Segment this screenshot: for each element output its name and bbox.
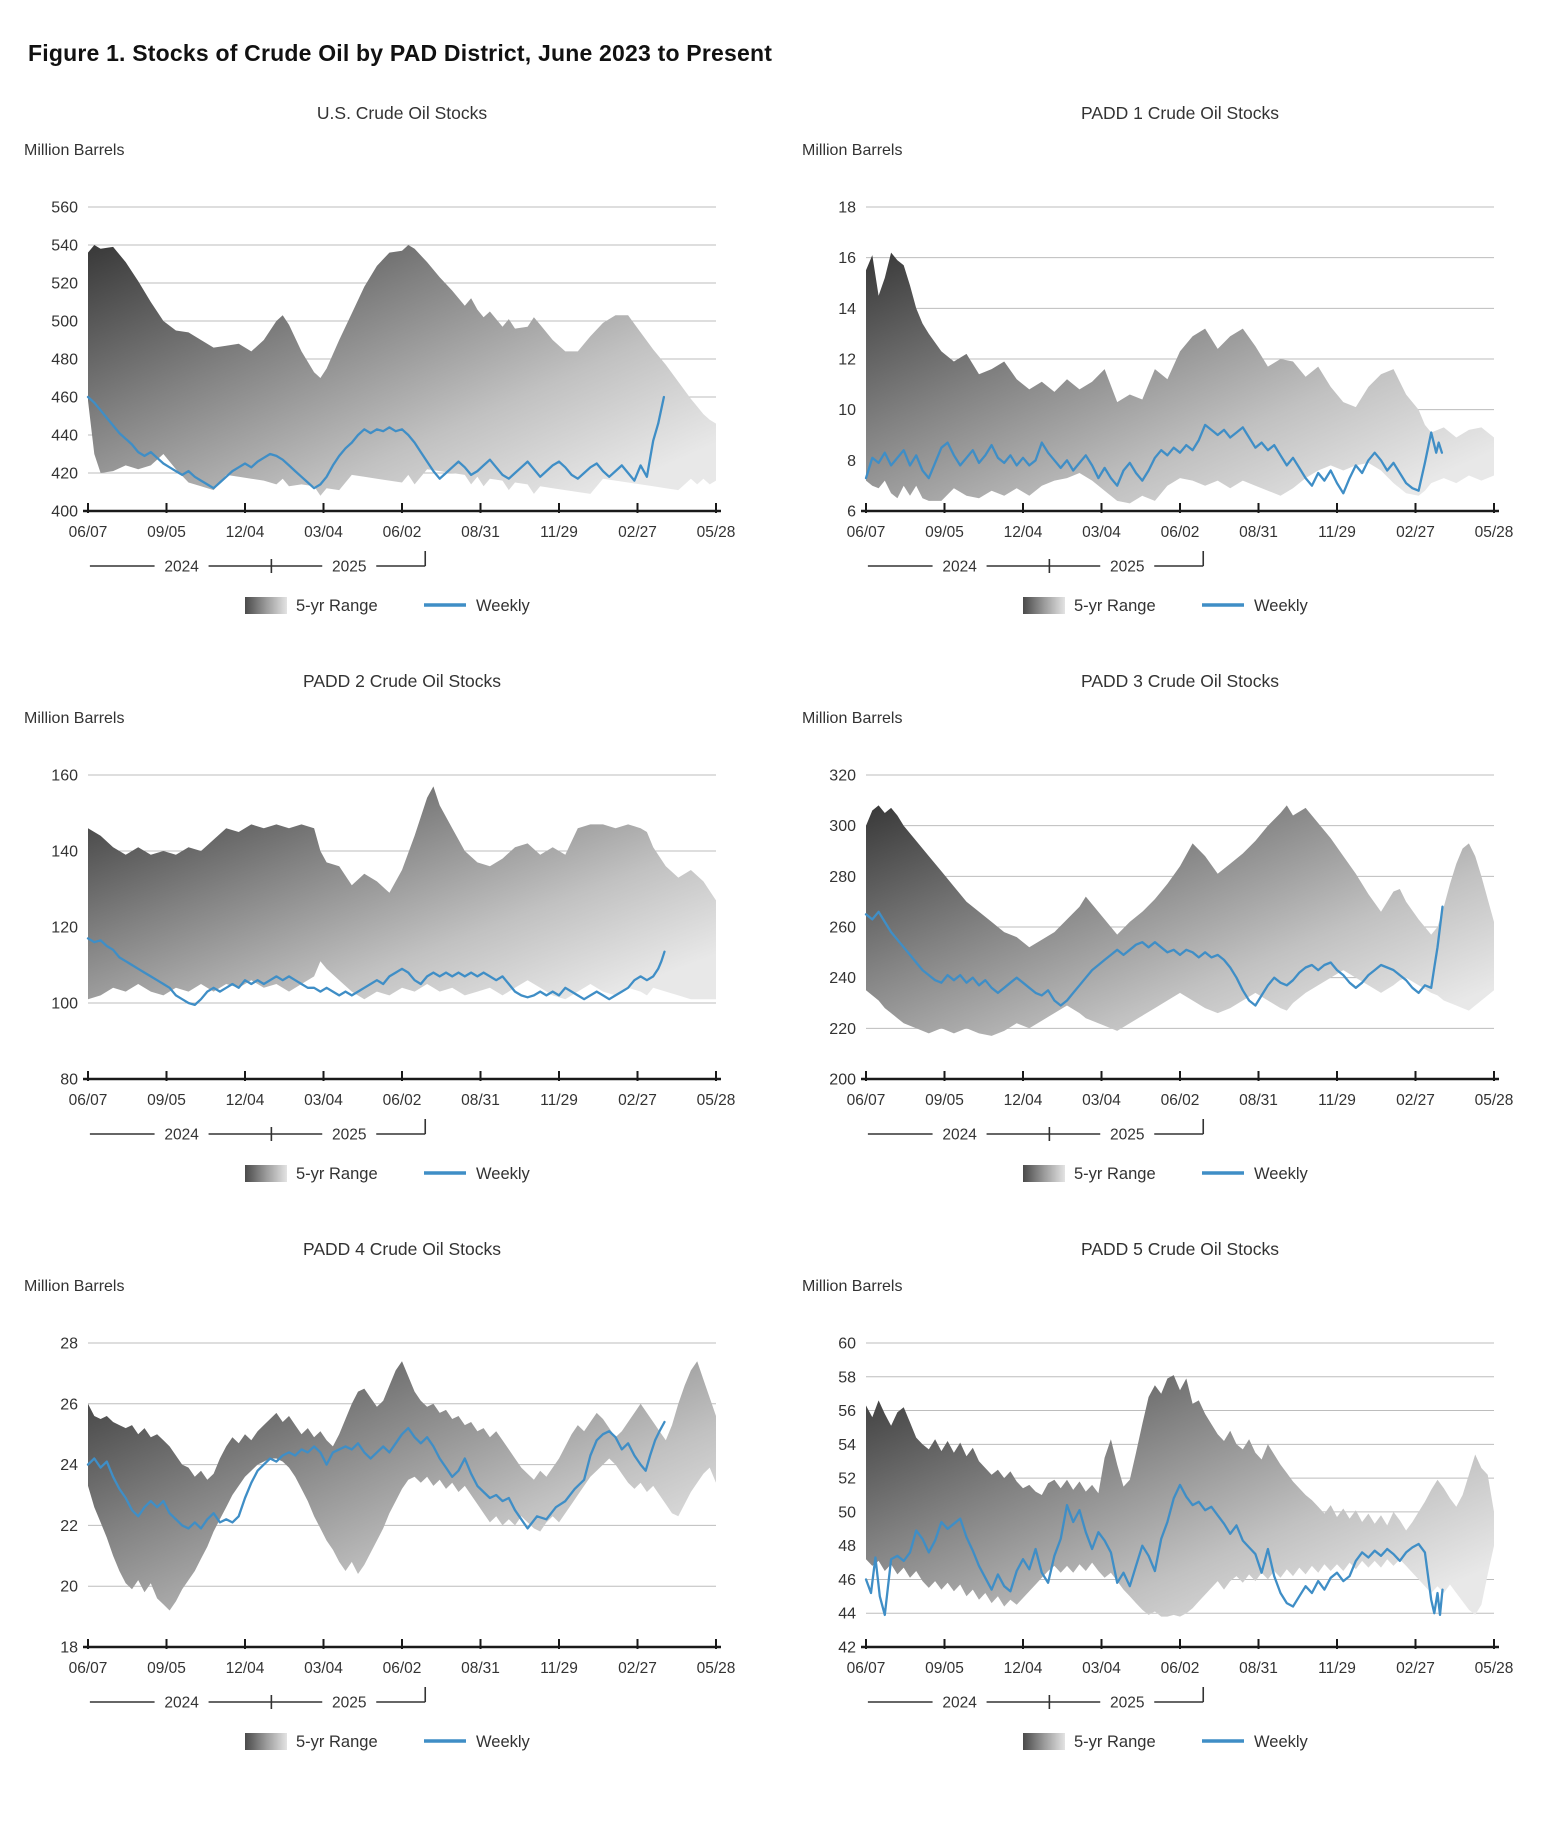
figure-title: Figure 1. Stocks of Crude Oil by PAD District, June 2023 to Present <box>28 40 773 66</box>
chart-us <box>0 89 778 657</box>
padd1-chart-svg <box>788 89 1548 649</box>
five-year-range-band <box>88 1361 716 1610</box>
y-tick-label: 60 <box>838 1335 856 1353</box>
x-tick-label: 11/29 <box>1318 524 1356 541</box>
legend-range-label: 5-yr Range <box>1074 1165 1156 1183</box>
x-tick-label: 09/05 <box>147 1092 186 1109</box>
x-tick-label: 03/04 <box>1082 524 1121 541</box>
y-axis-unit-label: Million Barrels <box>24 142 125 159</box>
padd2-chart-svg <box>10 657 770 1217</box>
x-tick-label: 05/28 <box>696 1092 736 1109</box>
chart-padd3 <box>778 657 1556 1225</box>
year-label: 2024 <box>942 1694 977 1712</box>
y-tick-label: 56 <box>838 1403 856 1421</box>
y-tick-label: 14 <box>838 300 856 318</box>
y-tick-label: 560 <box>51 199 78 217</box>
y-tick-label: 52 <box>838 1470 856 1488</box>
x-tick-label: 11/29 <box>1318 1092 1356 1109</box>
legend-range-swatch <box>245 1733 287 1750</box>
y-tick-label: 200 <box>829 1071 856 1089</box>
y-tick-label: 12 <box>838 351 856 369</box>
legend-weekly-label: Weekly <box>1254 597 1308 615</box>
x-tick-label: 03/04 <box>1082 1092 1121 1109</box>
y-tick-label: 260 <box>829 919 856 937</box>
five-year-range-band <box>866 805 1494 1036</box>
chart-padd2 <box>0 657 778 1225</box>
y-axis-unit-label: Million Barrels <box>24 1278 125 1295</box>
x-tick-label: 02/27 <box>1396 524 1435 541</box>
y-tick-label: 22 <box>60 1517 78 1535</box>
x-tick-label: 06/02 <box>382 1092 422 1109</box>
x-tick-label: 12/04 <box>1003 524 1043 541</box>
padd3-chart-svg <box>788 657 1548 1217</box>
year-label: 2025 <box>1110 558 1145 576</box>
five-year-range-band <box>866 1375 1494 1617</box>
y-tick-label: 54 <box>838 1436 856 1454</box>
x-tick-label: 09/05 <box>147 524 186 541</box>
x-tick-label: 06/07 <box>68 1660 108 1677</box>
x-tick-label: 06/02 <box>382 524 422 541</box>
y-axis-unit-label: Million Barrels <box>802 1278 903 1295</box>
x-tick-label: 12/04 <box>1003 1660 1043 1677</box>
y-tick-label: 6 <box>847 503 856 521</box>
y-axis-unit-label: Million Barrels <box>802 710 903 727</box>
x-tick-label: 12/04 <box>225 1660 265 1677</box>
y-tick-label: 44 <box>838 1605 856 1623</box>
y-tick-label: 100 <box>51 995 78 1013</box>
legend-range-swatch <box>1023 1733 1065 1750</box>
y-tick-label: 140 <box>51 843 78 861</box>
y-tick-label: 460 <box>51 389 78 407</box>
x-tick-label: 08/31 <box>1239 1660 1278 1677</box>
x-tick-label: 08/31 <box>461 1660 500 1677</box>
legend-range-swatch <box>1023 597 1065 614</box>
year-label: 2024 <box>942 558 977 576</box>
x-tick-label: 08/31 <box>1239 524 1278 541</box>
chart-padd5 <box>778 1225 1556 1793</box>
x-tick-label: 06/02 <box>1160 1092 1200 1109</box>
x-tick-label: 09/05 <box>925 1092 964 1109</box>
y-tick-label: 420 <box>51 465 78 483</box>
x-tick-label: 02/27 <box>1396 1660 1435 1677</box>
chart-title: PADD 2 Crude Oil Stocks <box>302 671 502 691</box>
x-tick-label: 11/29 <box>540 1660 578 1677</box>
chart-title: U.S. Crude Oil Stocks <box>316 103 488 123</box>
x-tick-label: 11/29 <box>540 1092 578 1109</box>
legend-weekly-label: Weekly <box>1254 1165 1308 1183</box>
legend-range-swatch <box>245 597 287 614</box>
x-tick-label: 03/04 <box>1082 1660 1121 1677</box>
y-axis-unit-label: Million Barrels <box>802 142 903 159</box>
y-tick-label: 320 <box>829 767 856 785</box>
x-tick-label: 08/31 <box>461 524 500 541</box>
x-tick-label: 06/02 <box>382 1660 422 1677</box>
y-axis-unit-label: Million Barrels <box>24 710 125 727</box>
y-tick-label: 400 <box>51 503 78 521</box>
y-tick-label: 500 <box>51 313 78 331</box>
legend-range-label: 5-yr Range <box>1074 597 1156 615</box>
year-label: 2025 <box>1110 1126 1145 1144</box>
y-tick-label: 520 <box>51 275 78 293</box>
x-tick-label: 03/04 <box>304 524 343 541</box>
x-tick-label: 05/28 <box>696 524 736 541</box>
y-tick-label: 280 <box>829 868 856 886</box>
x-tick-label: 12/04 <box>225 1092 265 1109</box>
x-tick-label: 09/05 <box>147 1660 186 1677</box>
chart-title: PADD 1 Crude Oil Stocks <box>1080 103 1280 123</box>
x-tick-label: 03/04 <box>304 1660 343 1677</box>
legend-weekly-label: Weekly <box>476 597 530 615</box>
y-tick-label: 18 <box>60 1639 78 1657</box>
legend-range-swatch <box>245 1165 287 1182</box>
year-label: 2025 <box>332 558 367 576</box>
y-tick-label: 80 <box>60 1071 78 1089</box>
padd5-chart-svg <box>788 1225 1548 1785</box>
x-tick-label: 06/02 <box>1160 524 1200 541</box>
legend-range-label: 5-yr Range <box>296 1165 378 1183</box>
legend-weekly-label: Weekly <box>476 1733 530 1751</box>
x-tick-label: 12/04 <box>1003 1092 1043 1109</box>
charts-grid <box>0 89 1556 1793</box>
legend-range-label: 5-yr Range <box>296 597 378 615</box>
x-tick-label: 05/28 <box>1474 1660 1514 1677</box>
chart-padd4 <box>0 1225 778 1793</box>
year-label: 2025 <box>332 1126 367 1144</box>
y-tick-label: 46 <box>838 1571 856 1589</box>
y-tick-label: 220 <box>829 1020 856 1038</box>
y-tick-label: 20 <box>60 1578 78 1596</box>
x-tick-label: 06/07 <box>68 524 108 541</box>
x-tick-label: 09/05 <box>925 524 964 541</box>
year-label: 2024 <box>164 1126 199 1144</box>
y-tick-label: 120 <box>51 919 78 937</box>
x-tick-label: 08/31 <box>1239 1092 1278 1109</box>
legend-weekly-label: Weekly <box>1254 1733 1308 1751</box>
x-tick-label: 02/27 <box>618 1660 657 1677</box>
y-tick-label: 8 <box>847 452 856 470</box>
x-tick-label: 05/28 <box>1474 524 1514 541</box>
x-tick-label: 06/07 <box>846 1092 886 1109</box>
chart-title: PADD 5 Crude Oil Stocks <box>1080 1239 1280 1259</box>
legend-range-label: 5-yr Range <box>296 1733 378 1751</box>
y-tick-label: 440 <box>51 427 78 445</box>
x-tick-label: 06/07 <box>846 1660 886 1677</box>
x-tick-label: 02/27 <box>618 1092 657 1109</box>
year-label: 2024 <box>164 558 199 576</box>
y-tick-label: 16 <box>838 250 856 268</box>
y-tick-label: 18 <box>838 199 856 217</box>
x-tick-label: 06/07 <box>846 524 886 541</box>
year-label: 2024 <box>942 1126 977 1144</box>
y-tick-label: 300 <box>829 818 856 836</box>
x-tick-label: 11/29 <box>1318 1660 1356 1677</box>
x-tick-label: 08/31 <box>461 1092 500 1109</box>
y-tick-label: 240 <box>829 970 856 988</box>
year-label: 2025 <box>332 1694 367 1712</box>
x-tick-label: 02/27 <box>618 524 657 541</box>
legend-weekly-label: Weekly <box>476 1165 530 1183</box>
x-tick-label: 06/02 <box>1160 1660 1200 1677</box>
x-tick-label: 05/28 <box>1474 1092 1514 1109</box>
chart-title: PADD 3 Crude Oil Stocks <box>1080 671 1280 691</box>
chart-padd1 <box>778 89 1556 657</box>
x-tick-label: 06/07 <box>68 1092 108 1109</box>
x-tick-label: 09/05 <box>925 1660 964 1677</box>
legend-range-swatch <box>1023 1165 1065 1182</box>
y-tick-label: 160 <box>51 767 78 785</box>
y-tick-label: 26 <box>60 1396 78 1414</box>
y-tick-label: 540 <box>51 237 78 255</box>
y-tick-label: 48 <box>838 1538 856 1556</box>
y-tick-label: 480 <box>51 351 78 369</box>
year-label: 2024 <box>164 1694 199 1712</box>
x-tick-label: 02/27 <box>1396 1092 1435 1109</box>
y-tick-label: 58 <box>838 1369 856 1387</box>
y-tick-label: 50 <box>838 1504 856 1522</box>
x-tick-label: 11/29 <box>540 524 578 541</box>
x-tick-label: 12/04 <box>225 524 265 541</box>
us-chart-svg <box>10 89 770 649</box>
y-tick-label: 42 <box>838 1639 856 1657</box>
year-label: 2025 <box>1110 1694 1145 1712</box>
chart-title: PADD 4 Crude Oil Stocks <box>302 1239 502 1259</box>
padd4-chart-svg <box>10 1225 770 1785</box>
x-tick-label: 03/04 <box>304 1092 343 1109</box>
y-tick-label: 10 <box>838 402 856 420</box>
y-tick-label: 28 <box>60 1335 78 1353</box>
five-year-range-band <box>88 786 716 999</box>
legend-range-label: 5-yr Range <box>1074 1733 1156 1751</box>
y-tick-label: 24 <box>60 1457 78 1475</box>
x-tick-label: 05/28 <box>696 1660 736 1677</box>
